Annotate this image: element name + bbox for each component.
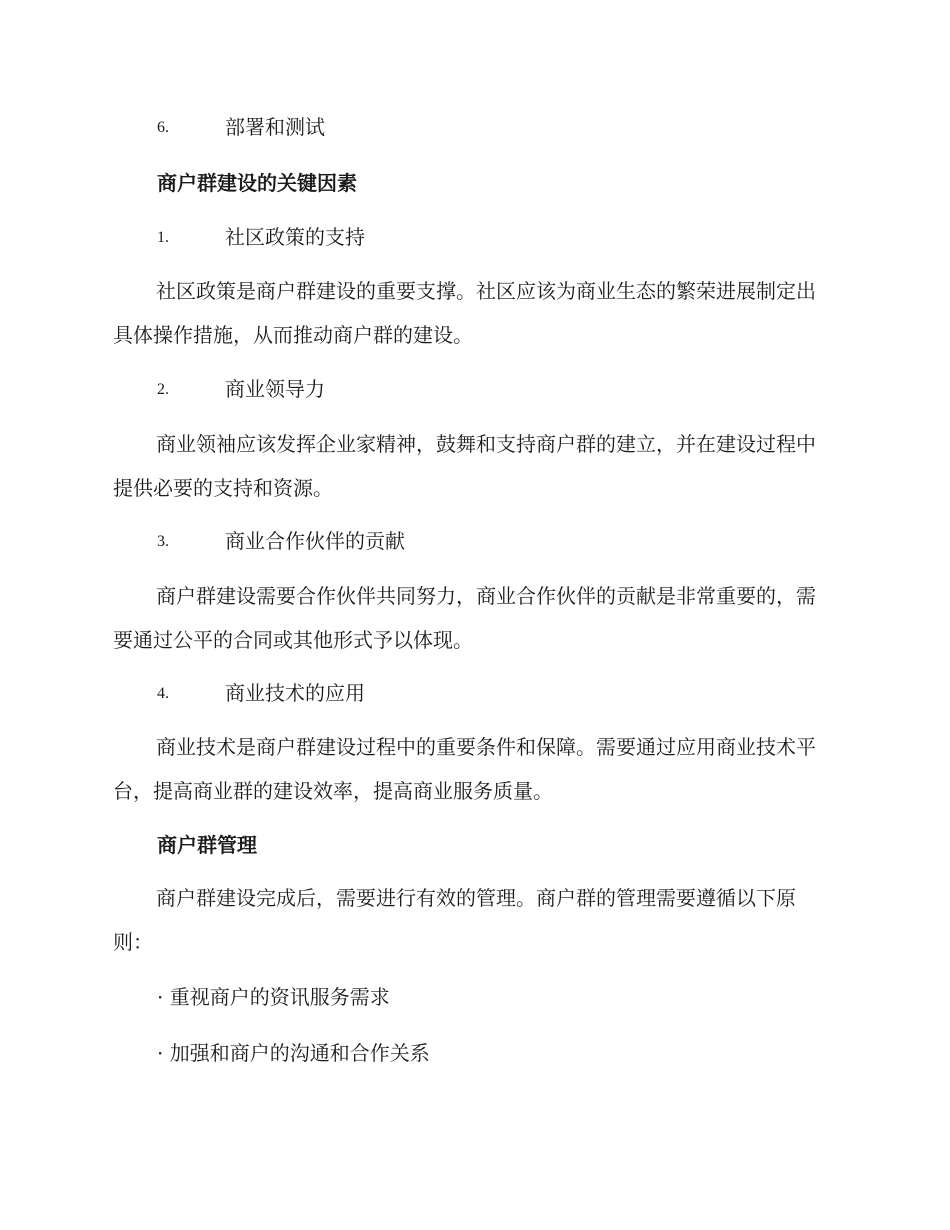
- paragraph: 商户群建设需要合作伙伴共同努力，商业合作伙伴的贡献是非常重要的，需要通过公平的合同或其他形式予以体现。: [113, 584, 816, 652]
- list-item-text: 社区政策的支持: [225, 225, 365, 249]
- list-item-text: 商业合作伙伴的贡献: [225, 529, 405, 553]
- list-number: 6.: [157, 119, 169, 136]
- bullet-item: · 重视商户的资讯服务需求: [157, 985, 390, 1009]
- paragraph: 商业技术是商户群建设过程中的重要条件和保障。需要通过应用商业技术平台，提高商业群的建设效率，提高商业服务质量。: [113, 735, 816, 803]
- list-number: 1.: [157, 229, 169, 246]
- list-number: 4.: [157, 685, 169, 702]
- list-number: 3.: [157, 533, 169, 550]
- paragraph: 商户群建设完成后，需要进行有效的管理。商户群的管理需要遵循以下原则：: [113, 886, 796, 954]
- bullet-item: · 加强和商户的沟通和合作关系: [157, 1041, 430, 1065]
- paragraph: 社区政策是商户群建设的重要支撑。社区应该为商业生态的繁荣进展制定出具体操作措施，从而推动商户群的建设。: [113, 279, 816, 347]
- section-heading: 商户群管理: [157, 833, 257, 857]
- paragraph: 商业领袖应该发挥企业家精神，鼓舞和支持商户群的建立，并在建设过程中提供必要的支持和资源。: [113, 432, 816, 500]
- list-item-text: 商业技术的应用: [225, 681, 365, 705]
- section-heading: 商户群建设的关键因素: [157, 171, 357, 195]
- list-item-text: 部署和测试: [225, 115, 325, 139]
- list-number: 2.: [157, 381, 169, 398]
- list-item-text: 商业领导力: [225, 377, 325, 401]
